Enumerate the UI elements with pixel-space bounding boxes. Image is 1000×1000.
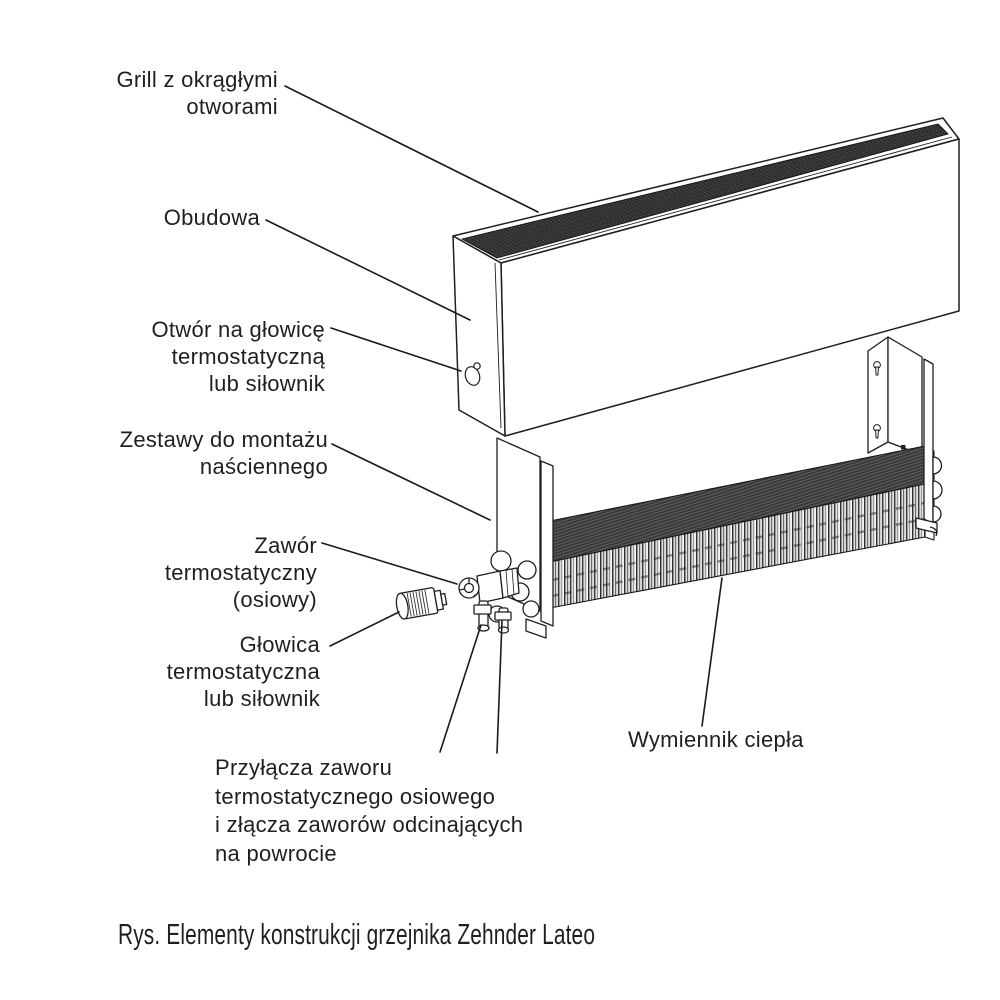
label-line: na powrocie [215,840,337,866]
figure-caption: Rys. Elementy konstrukcji grzejnika Zehnder Lateo [118,919,596,951]
label-line: Przyłącza zaworu [215,755,393,780]
label-przylacza [215,754,575,868]
valve-body [477,571,503,603]
leader-grill [285,86,538,212]
label-line: otworami [186,94,278,119]
label-zestawy [80,426,328,480]
leader-otwor [331,328,461,371]
leader-wymiennik [702,578,722,726]
label-line: Zestawy do montażu [119,427,328,452]
label-line: Obudowa [163,205,260,230]
leader-zestawy [332,444,490,520]
label-line: lub siłownik [208,371,325,396]
bracket-right-side-plate [888,337,922,455]
leader-glowica [330,612,399,646]
valve-nut [500,568,519,598]
label-grill [60,66,278,120]
label-line: (osiowy) [232,587,317,612]
label-obudowa [60,204,260,231]
label-zawor [80,532,317,613]
label-line: Grill z okrągłymi [116,67,278,92]
valve-tail-nut [474,605,491,614]
bracket-left-rail [541,461,553,626]
label-glowica [80,631,320,712]
label-line: naściennego [199,454,328,479]
label-line: Wymiennik ciepła [628,727,804,752]
leader-zawor [322,543,457,584]
ubend-loop [518,561,536,579]
heat-exchanger [550,446,934,608]
bracket-square-hole [901,445,906,450]
label-line: termostatyczną [171,344,325,369]
thermostatic-head [395,586,448,620]
label-wymiennik [628,726,868,753]
leader-obudowa [266,220,470,320]
label-otwor [80,316,325,397]
label-line: Otwór na głowicę [151,317,325,342]
label-line: termostatycznego osiowego [215,783,496,809]
label-line: Zawór [254,533,317,558]
leader-przylacza-1 [440,625,481,752]
ubend-loop [491,551,511,571]
wall-bracket-right [868,337,922,455]
ubend-loop [523,601,539,617]
label-line: termostatyczna [166,659,320,684]
valve-tail-nut [495,612,511,620]
label-line: i złącza zaworów odcinających [215,812,524,837]
label-line: Głowica [239,632,320,657]
label-line: termostatyczny [164,560,317,585]
valve-connection-end [499,627,509,633]
casing-left-face [453,236,505,436]
leader-przylacza-2 [497,621,502,753]
bracket-right-rail [924,359,933,524]
label-line: lub siłownik [203,686,320,711]
